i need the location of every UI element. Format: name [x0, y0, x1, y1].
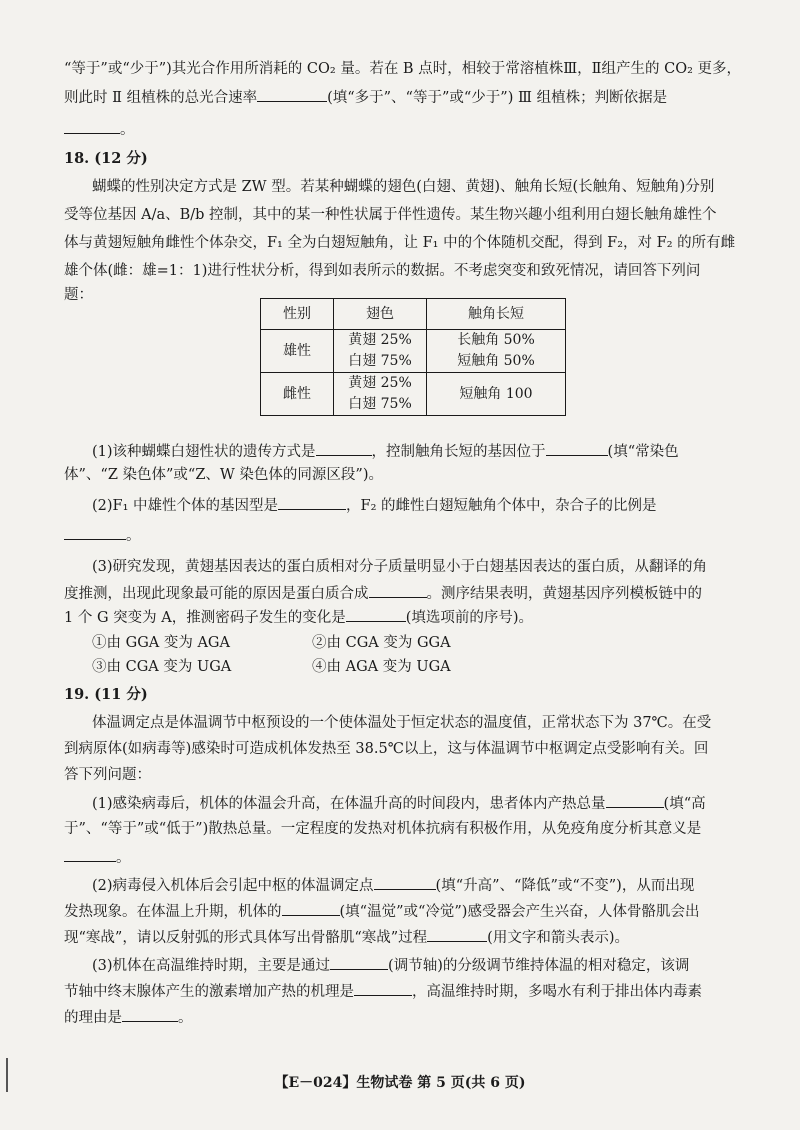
option-1[interactable]: ①由 GGA 变为 AGA: [92, 635, 230, 651]
q18-p3-b: 度推测，出现此现象最可能的原因是蛋白质合成: [64, 586, 369, 602]
answer-blank[interactable]: [122, 1006, 178, 1022]
table-cell-wing: [334, 373, 427, 416]
q19-p2-f: (用文字和箭头表示)。: [487, 930, 629, 946]
q17-line-3-end: 。: [120, 122, 135, 138]
q18-intro-line: 题：: [64, 287, 93, 303]
q18-intro-line: 蝴蝶的性别决定方式是 ZW 型。若某种蝴蝶的翅色(白翅、黄翅)、触角长短(长触角、短触角)分别: [92, 179, 715, 195]
q19-p2-c: 发热现象。在体温上升期，机体的: [64, 904, 282, 920]
answer-blank[interactable]: [354, 980, 412, 996]
q17-line-2-a: 则此时 Ⅱ 组植株的总光合速率: [64, 90, 258, 106]
q19-p2-cont: [64, 926, 760, 949]
answer-blank[interactable]: [330, 954, 388, 970]
q18-p2-cont: [64, 524, 760, 547]
answer-blank[interactable]: [369, 582, 427, 598]
q19-p2-cont: [64, 900, 760, 923]
q19-p3-cont: [64, 980, 760, 1003]
q18-p2-a: (2)F₁ 中雄性个体的基因型是: [92, 498, 279, 514]
q19-p3-cont: [64, 1006, 760, 1029]
q18-intro-line: 体与黄翅短触角雌性个体杂交，F₁ 全为白翅短触角，让 F₁ 中的个体随机交配，得到 F₂，对 F₂ 的所有雌: [64, 235, 736, 251]
q18-p1: [92, 440, 760, 463]
q19-p3: [92, 954, 760, 977]
q19-p3-b: (调节轴)的分级调节维持体温的相对稳定，该调: [388, 958, 690, 974]
q19-p3-d: ，高温维持时期，多喝水有利于排出体内毒素: [412, 984, 702, 1000]
table-cell-sex: 雄性: [261, 330, 334, 373]
table-row-male: [261, 330, 566, 373]
q18-p1-cont: 体”、“Z 染色体”或“Z、W 染色体的同源区段”)。: [64, 467, 383, 483]
q18-p3-e: (填选项前的序号)。: [405, 610, 534, 626]
answer-blank[interactable]: [346, 606, 406, 622]
antenna-value: 短触角 50%: [457, 353, 535, 369]
answer-blank[interactable]: [278, 494, 346, 510]
q19-p1-b: (填“高: [663, 796, 706, 812]
table-cell-wing: [334, 330, 427, 373]
q19-p1-cont: 于”、“等于”或“低于”)散热总量。一定程度的发热对机体抗病有积极作用，从免疫角度分析其意义是: [64, 821, 702, 837]
answer-blank[interactable]: [64, 524, 126, 540]
table-header: 性别: [261, 299, 334, 330]
table-header: 翅色: [334, 299, 427, 330]
q19-intro-line: 答下列问题：: [64, 767, 151, 783]
q18-heading: 18. (12 分): [64, 150, 148, 167]
q18-intro-line: 雄个体(雌：雄=1：1)进行性状分析，得到如表所示的数据。不考虑突变和致死情况，请回答下列问: [64, 263, 701, 279]
q19-p3-c: 节轴中终末腺体产生的激素增加产热的机理是: [64, 984, 354, 1000]
f2-phenotype-table: [260, 298, 566, 416]
answer-blank[interactable]: [64, 118, 120, 134]
q19-intro-line: 体温调定点是体温调节中枢预设的一个使体温处于恒定状态的温度值，正常状态下为 37℃。在受: [92, 715, 712, 731]
q18-p3-d: 1 个 G 突变为 A，推测密码子发生的变化是: [64, 610, 346, 626]
q19-p2-b: (填“升高”、“降低”或“不变”)，从而出现: [435, 878, 695, 894]
q19-p1-a: (1)感染病毒后，机体的体温会升高，在体温升高的时间段内，患者体内产热总量: [92, 796, 606, 812]
wing-value: 黄翅 25%: [348, 332, 412, 348]
answer-blank[interactable]: [282, 900, 340, 916]
table-cell-sex: 雌性: [261, 373, 334, 416]
q18-p1-a: (1)该种蝴蝶白翅性状的遗传方式是: [92, 444, 316, 460]
q19-p1: [92, 792, 760, 815]
q19-p3-end: 。: [178, 1010, 193, 1026]
q18-p2-b: ，F₂ 的雌性白翅短触角个体中，杂合子的比例是: [346, 498, 657, 514]
q17-line-2-b: (填“多于”、“等于”或“少于”) Ⅲ 组植株；判断依据是: [327, 90, 668, 106]
wing-value: 白翅 75%: [348, 396, 412, 412]
wing-value: 白翅 75%: [348, 353, 412, 369]
antenna-value: 长触角 50%: [457, 332, 535, 348]
q18-p2: [92, 494, 760, 517]
q18-p3: (3)研究发现，黄翅基因表达的蛋白质相对分子质量明显小于白翅基因表达的蛋白质，从翻译的角: [92, 559, 708, 575]
q19-p1-cont: [64, 846, 760, 869]
answer-blank[interactable]: [374, 874, 436, 890]
q19-heading: 19. (11 分): [64, 686, 148, 703]
q18-p3-cont: [64, 582, 760, 605]
q19-p3-a: (3)机体在高温维持时期，主要是通过: [92, 958, 331, 974]
option-3[interactable]: ③由 CGA 变为 UGA: [92, 659, 232, 675]
q19-p2-a: (2)病毒侵入机体后会引起中枢的体温调定点: [92, 878, 374, 894]
answer-blank[interactable]: [257, 86, 327, 102]
table-cell-antenna: [427, 330, 566, 373]
table-row-female: [261, 373, 566, 416]
q18-p3-cont: [64, 606, 760, 629]
q18-p2-end: 。: [126, 528, 141, 544]
q19-p1-end: 。: [116, 850, 131, 866]
q19-intro-line: 到病原体(如病毒等)感染时可造成机体发热至 38.5℃以上，这与体温调节中枢调定点受影响有关。回: [64, 741, 709, 757]
answer-blank[interactable]: [546, 440, 608, 456]
answer-blank[interactable]: [316, 440, 372, 456]
table-header-row: [261, 299, 566, 330]
q17-line-3: [64, 118, 760, 141]
q18-p1-c: (填“常染色: [607, 444, 679, 460]
q17-line-2: [64, 86, 760, 109]
wing-value: 黄翅 25%: [348, 375, 412, 391]
q17-line-1: “等于”或“少于”)其光合作用所消耗的 CO₂ 量。若在 B 点时，相较于常溶植株Ⅲ，Ⅱ组产生的 CO₂ 更多，: [64, 61, 742, 77]
q18-intro-line: 受等位基因 A/a、B/b 控制，其中的某一种性状属于伴性遗传。某生物兴趣小组利用白翅长触角雄性个: [64, 207, 717, 223]
option-4[interactable]: ④由 AGA 变为 UGA: [312, 659, 451, 675]
page-footer: 【E－024】生物试卷 第 5 页(共 6 页): [274, 1075, 526, 1091]
q18-p3-c: 。测序结果表明，黄翅基因序列模板链中的: [426, 586, 702, 602]
answer-blank[interactable]: [64, 846, 116, 862]
answer-blank[interactable]: [427, 926, 487, 942]
answer-blank[interactable]: [606, 792, 664, 808]
q18-p1-b: ，控制触角长短的基因位于: [371, 444, 546, 460]
table-cell-antenna: 短触角 100: [427, 373, 566, 416]
q19-p2: [92, 874, 760, 897]
q19-p2-d: (填“温觉”或“冷觉”)感受器会产生兴奋，人体骨骼肌会出: [339, 904, 700, 920]
option-2[interactable]: ②由 CGA 变为 GGA: [312, 635, 451, 651]
table-header: 触角长短: [427, 299, 566, 330]
q19-p2-e: 现“寒战”，请以反射弧的形式具体写出骨骼肌“寒战”过程: [64, 930, 428, 946]
q19-p3-e: 的理由是: [64, 1010, 122, 1026]
